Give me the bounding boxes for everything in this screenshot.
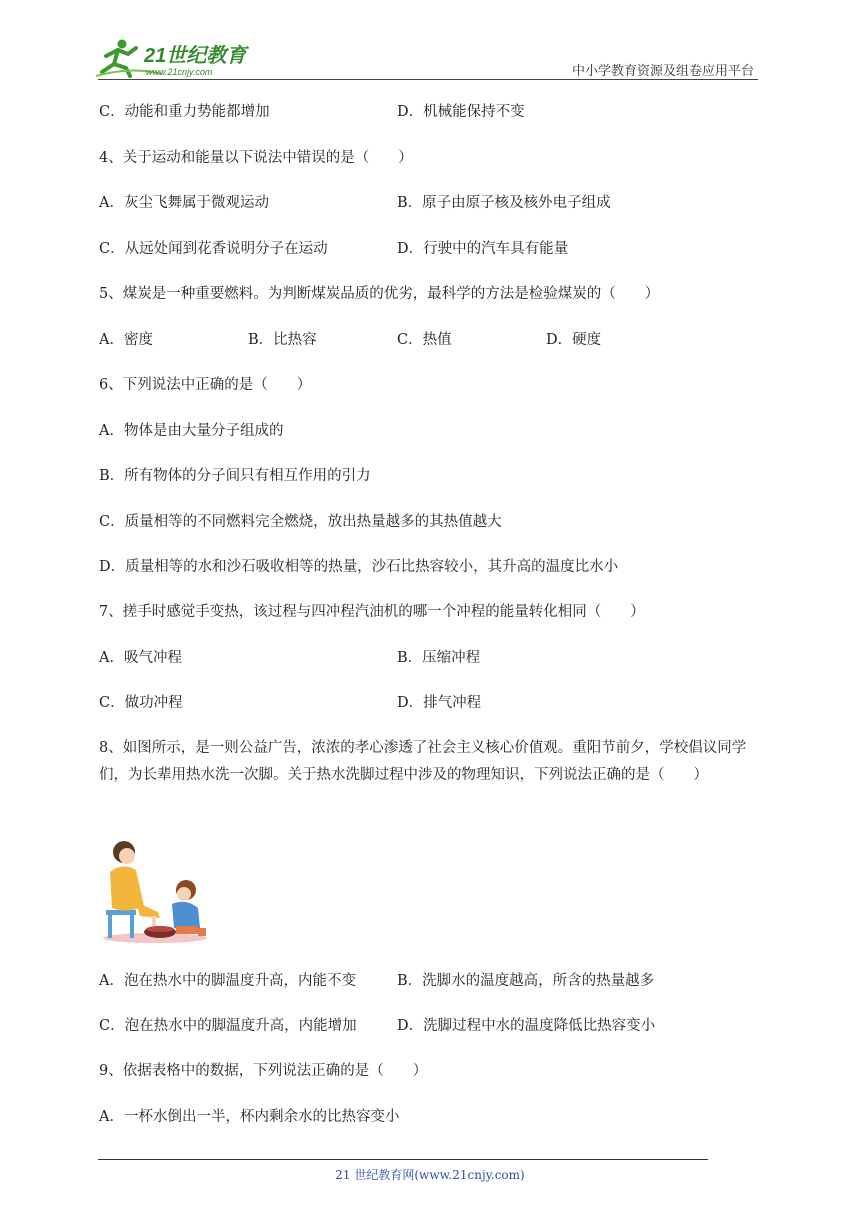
svg-text:21世纪教育: 21世纪教育 bbox=[144, 45, 247, 67]
q7-stem: 7、搓手时感觉手变热，该过程与四冲程汽油机的哪一个冲程的能量转化相同（ ） bbox=[99, 604, 645, 620]
q7-option-b: B．压缩冲程 bbox=[397, 650, 481, 666]
logo-21cnjy bbox=[92, 36, 257, 80]
q8-option-a: A．泡在热水中的脚温度升高，内能不变 bbox=[99, 973, 356, 989]
q7-option-a: A．吸气冲程 bbox=[99, 650, 182, 666]
footer-divider bbox=[98, 1159, 708, 1160]
q9-stem: 9、依据表格中的数据，下列说法正确的是（ ） bbox=[99, 1063, 428, 1079]
q8-stem: 8、如图所示，是一则公益广告，浓浓的孝心渗透了社会主义核心价值观。重阳节前夕，学校倡议同学们，为长辈用热水洗一次脚。关于热水洗脚过程中涉及的物理知识，下列说法正确的是（ ） bbox=[99, 740, 747, 783]
q4-option-c: C．从远处闻到花香说明分子在运动 bbox=[99, 241, 328, 257]
header-divider bbox=[98, 79, 758, 80]
q8-option-b: B．洗脚水的温度越高，所含的热量越多 bbox=[397, 973, 655, 989]
q4-option-b: B．原子由原子核及核外电子组成 bbox=[397, 195, 611, 211]
q4-stem: 4、关于运动和能量以下说法中错误的是（ ） bbox=[99, 150, 413, 166]
q5-stem: 5、煤炭是一种重要燃料。为判断煤炭品质的优劣，最科学的方法是检验煤炭的（ ） bbox=[99, 286, 660, 302]
q6-option-d: D．质量相等的水和沙石吸收相等的热量，沙石比热容较小，其升高的温度比水小 bbox=[99, 559, 619, 575]
svg-text:www.21cnjy.com: www.21cnjy.com bbox=[146, 67, 213, 77]
q5-option-c: C．热值 bbox=[397, 332, 452, 348]
platform-name: 中小学教育资源及组卷应用平台 bbox=[571, 64, 754, 79]
q6-stem: 6、下列说法中正确的是（ ） bbox=[99, 377, 312, 393]
q4-option-d: D．行驶中的汽车具有能量 bbox=[397, 241, 569, 257]
q3-option-d: D．机械能保持不变 bbox=[397, 104, 525, 120]
q8-option-d: D．洗脚过程中水的温度降低比热容变小 bbox=[397, 1018, 656, 1034]
footer-text: 21 世纪教育网(www.21cnjy.com) bbox=[335, 1168, 525, 1182]
q7-option-d: D．排气冲程 bbox=[397, 695, 482, 711]
q5-option-a: A．密度 bbox=[99, 332, 153, 348]
q5-option-d: D．硬度 bbox=[546, 332, 602, 348]
q3-option-c: C．动能和重力势能都增加 bbox=[99, 104, 270, 120]
q5-option-b: B．比热容 bbox=[248, 332, 317, 348]
q4-option-a: A．灰尘飞舞属于微观运动 bbox=[99, 195, 269, 211]
q6-option-a: A．物体是由大量分子组成的 bbox=[99, 423, 284, 439]
q8-option-c: C．泡在热水中的脚温度升高，内能增加 bbox=[99, 1018, 357, 1034]
q9-option-a: A．一杯水倒出一半，杯内剩余水的比热容变小 bbox=[99, 1109, 400, 1125]
page-header bbox=[92, 36, 758, 82]
q6-option-c: C．质量相等的不同燃料完全燃烧，放出热量越多的其热值越大 bbox=[99, 514, 502, 530]
foot-washing-illustration bbox=[100, 838, 210, 946]
q6-option-b: B．所有物体的分子间只有相互作用的引力 bbox=[99, 468, 371, 484]
q7-option-c: C．做功冲程 bbox=[99, 695, 183, 711]
